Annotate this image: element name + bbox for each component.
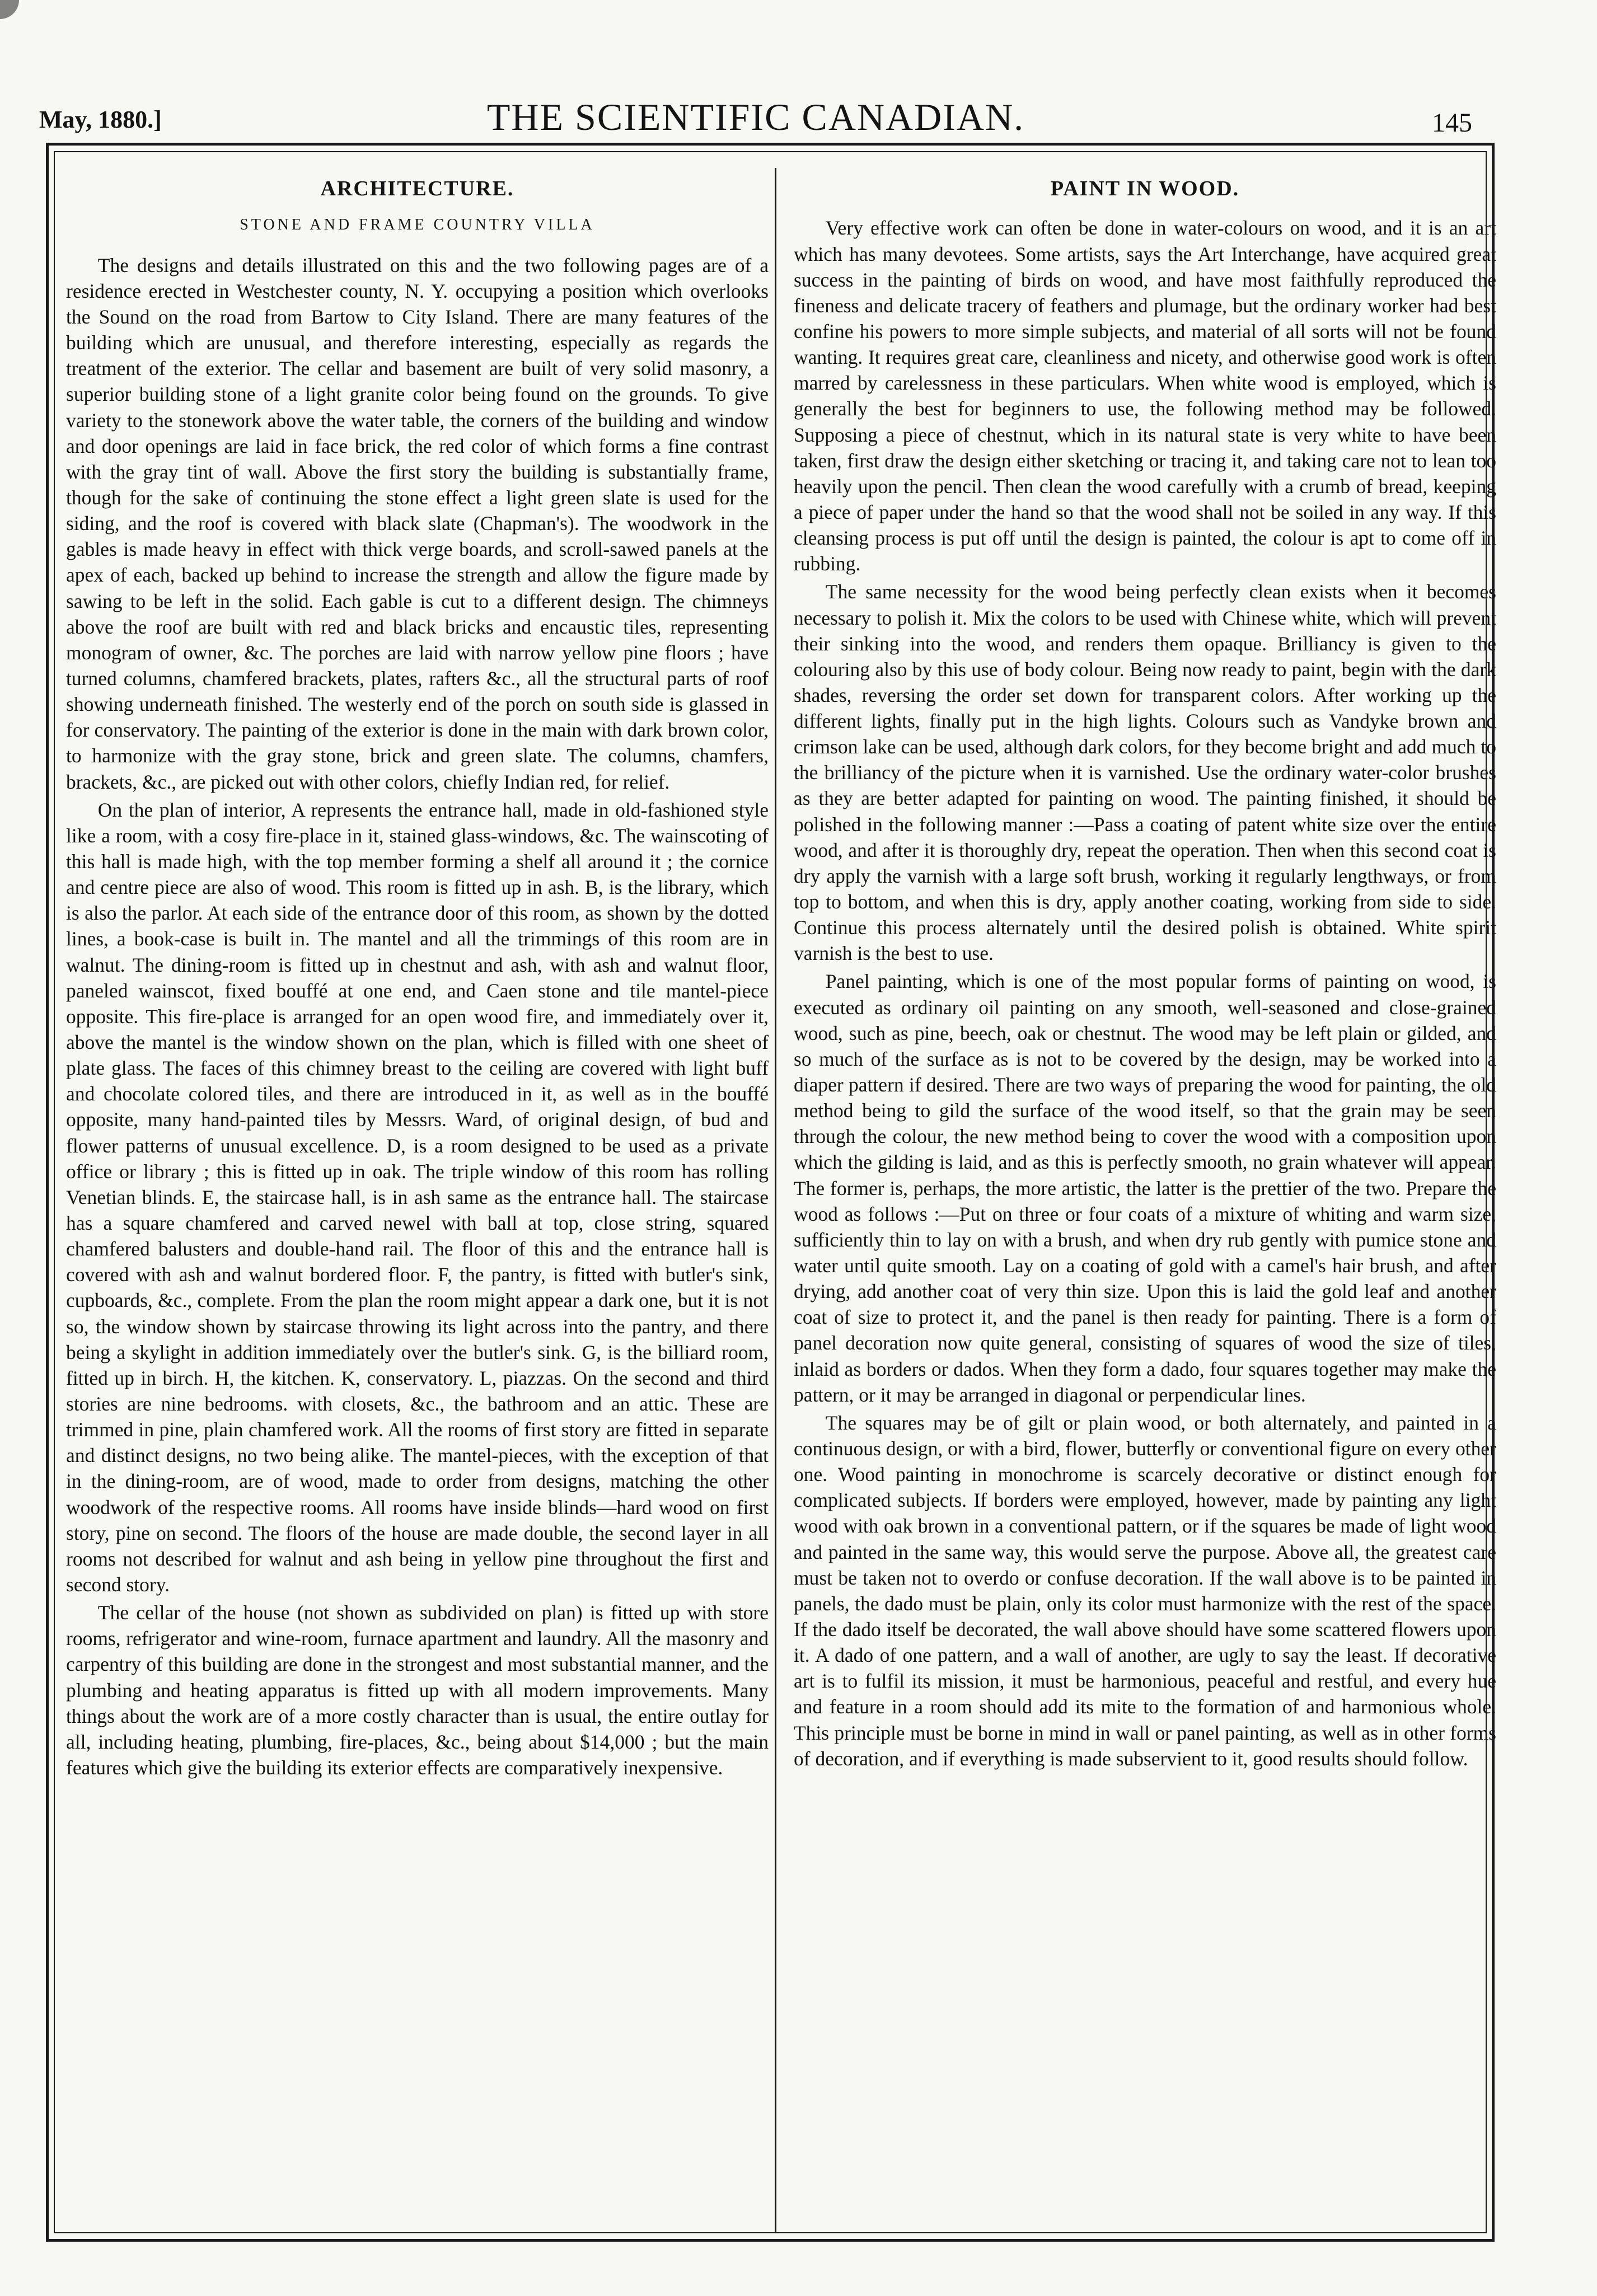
article-paragraph: The cellar of the house (not shown as subdivided on plan) is fitted up with store rooms, refrigerator and wine-room, furnace apartment and laundry. All the masonry and carpentry of this building are done in the strongest and most substantial manner, and the plumbing and heating apparatus is fitted up with all modern improvements. Many things about the work are of a more costly character than is usual, the entire outlay for all, including heating, plumbing, fire-places, &c., being about $14,000 ; but the main features which give the building its exterior effects are comparatively inexpensive.	[66, 1601, 769, 1779]
column-divider	[775, 168, 776, 2233]
article-paragraph: Very effective work can often be done in water-colours on wood, and it is an art which has many devotees. Some artists, says the Art Interchange, have acquired great success in the painting of birds on wood, and have most faithfully reproduced the fineness and delicate tracery of feathers and plumage, but the ordinary worker had best confine his powers to more simple subjects, and material of all sorts will not be found wanting. It requires great care, cleanliness and nicety, and otherwise good work is often marred by carelessness in these particulars. When white wood is employed, which is generally the best for beginners to use, the following method may be followed. Supposing a piece of chestnut, which in its natural state is very white to have been taken, first draw the design either sketching or tracing it, and taking care not to lean too heavily upon the pencil. Then clean the wood carefully with a crumb of bread, keeping a piece of paper under the hand so that the wood shall not be soiled in any way. If this cleansing process is put off until the design is painted, the colour is apt to come off in rubbing.	[794, 217, 1496, 575]
article-paragraph: Panel painting, which is one of the most popular forms of painting on wood, is executed as ordinary oil painting on any smooth, well-seasoned and close-grained wood, such as pine, beech, oak or chestnut. The wood may be left plain or gilded, and so much of the surface as is not to be covered by the design, may be worked into a diaper pattern if desired. There are two ways of preparing the wood for painting, the old method being to gild the surface of the wood itself, so that the grain may be seen through the colour, the new method being to cover the wood with a composition upon which the gilding is laid, and as this is perfectly smooth, no grain whatever will appear. The former is, perhaps, the more artistic, the latter is the prettier of the two. Prepare the wood as follows :—Put on three or four coats of a mixture of whiting and warm size, sufficiently thin to lay on with a brush, and when dry rub gently with pumice stone and water until quite smooth. Lay on a coating of gold with a camel's hair brush, and after drying, add another coat of very thin size. Upon this is laid the gold leaf and another coat of size to protect it, and the panel is then ready for painting. There is a form of panel decoration now quite general, consisting of squares of wood the size of tiles, inlaid as borders or dados. When they form a dado, four squares together may make the pattern, or it may be arranged in diagonal or perpendicular lines.	[794, 970, 1496, 1406]
publication-title: THE SCIENTIFIC CANADIAN.	[486, 96, 1025, 138]
corner-stain	[0, 0, 19, 19]
article-paragraph: The squares may be of gilt or plain wood, or both alternately, and painted in a continuous design, or with a bird, flower, butterfly or conventional figure on every other one. Wood painting in monochrome is scarcely decorative or distinct enough for complicated subjects. If borders were employed, however, made by painting any light wood with oak brown in a conventional pattern, or if the squares be made of light wood and painted in the same way, this would serve the purpose. Above all, the greatest care must be taken not to overdo or confuse decoration. If the wall above is to be painted in panels, the dado must be plain, only its color must harmonize with the rest of the space. If the dado itself be decorated, the wall above should have some scattered flowers upon it. A dado of one pattern, and a wall of another, are ugly to say the least. If decorative art is to fulfil its mission, it must be harmonious, peaceful and restful, and every hue and feature in a room should add its mite to the formation of and harmonious whole. This principle must be borne in mind in wall or panel painting, as well as in other forms of decoration, and if everything is made subservient to it, good results should follow.	[794, 1411, 1496, 1770]
article-paragraph: On the plan of interior, A represents the entrance hall, made in old-fashioned style like a room, with a cosy fire-place in it, stained glass-windows, &c. The wainscoting of this hall is made high, with the top member forming a shelf all around it ; the cornice and centre piece are also of wood. This room is fitted up in ash. B, is the library, which is also the parlor. At each side of the entrance door of this room, as shown by the dotted lines, a book-case is built in. The mantel and all the trimmings of this room are in walnut. The dining-room is fitted up in chestnut and ash, with ash and walnut floor, paneled wainscot, fixed bouffé at one end, and Caen stone and tile mantel-piece opposite. This fire-place is arranged for an open wood fire, and immediately over it, above the mantel is the window shown on the plan, which is filled with one sheet of plate glass. The faces of this chimney breast to the ceiling are covered with light buff and chocolate colored tiles, and there are introduced in it, as well as in the bouffé opposite, many hand-painted tiles by Messrs. Ward, of original design, of bud and flower patterns of unusual excellence. D, is a room designed to be used as a private office or library ; this is fitted up in oak. The triple window of this room has rolling Venetian blinds. E, the staircase hall, is in ash same as the entrance hall. The staircase has a square chamfered and carved newel with ball at top, close string, squared chamfered balusters and double-hand rail. The floor of this and the entrance hall is covered with ash and walnut bordered floor. F, the pantry, is fitted with butler's sink, cupboards, &c., complete. From the plan the room might appear a dark one, but it is not so, the window shown by staircase throwing its light across into the pantry, and there being a skylight in addition immediately over the butler's sink. G, is the billiard room, fitted up in birch. H, the kitchen. K, conservatory. L, piazzas. On the second and third stories are nine bedrooms. with closets, &c., the bathroom and an attic. These are trimmed in pine, plain chamfered work. All the rooms of first story are fitted in separate and distinct designs, no two being alike. The mantel-pieces, with the exception of that in the dining-room, are of wood, made to order from designs, matching the other woodwork of the respective rooms. All rooms have inside blinds—hard wood on first story, pine on second. The floors of the house are made double, the second layer in all rooms not described for walnut and ash being in yellow pine throughout the first and second story.	[66, 798, 769, 1596]
issue-date: May, 1880.]	[39, 106, 162, 133]
article-architecture	[66, 171, 769, 1780]
article-subtitle: STONE AND FRAME COUNTRY VILLA	[240, 216, 595, 234]
article-title: PAINT IN WOOD.	[1050, 177, 1240, 200]
article-paragraph: The same necessity for the wood being perfectly clean exists when it becomes necessary to polish it. Mix the colors to be used with Chinese white, which will prevent their sinking into the wood, and renders them opaque. Brilliancy is given to the colouring also by this use of body colour. Being now ready to paint, begin with the dark shades, reversing the order set down for transparent colors. After working up the different lights, finally put in the high lights. Colours such as Vandyke brown and crimson lake can be used, although dark colors, for they become bright and add much to the brilliancy of the picture when it is varnished. Use the ordinary water-color brushes as they are better adapted for painting on wood. The painting finished, it should be polished in the following manner :—Pass a coating of patent white size over the entire wood, and after it is thoroughly dry, repeat the operation. Then when this second coat is dry apply the varnish with a large soft brush, working it regularly lengthways, or from top to bottom, and when this is dry, apply another coating, working from side to side. Continue this process alternately until the desired polish is obtained. White spirit varnish is the best to use.	[794, 580, 1496, 965]
article-title: ARCHITECTURE.	[320, 177, 514, 200]
article-paint-in-wood	[794, 171, 1496, 1772]
page-number: 145	[1432, 108, 1472, 138]
article-paragraph: The designs and details illustrated on this and the two following pages are of a residence erected in Westchester county, N. Y. occupying a position which overlooks the Sound on the road from Bartow to City Island. There are many features of the building which are unusual, and therefore interesting, especially as regards the treatment of the exterior. The cellar and basement are built of very solid masonry, a superior building stone of a light granite color being found on the grounds. To give variety to the stonework above the water table, the corners of the building and window and door openings are laid in face brick, the red color of which forms a fine contrast with the gray tint of wall. Above the first story the building is substantially frame, though for the sake of continuing the stone effect a light green slate is used for the siding, and the roof is covered with black slate (Chapman's). The woodwork in the gables is made heavy in effect with thick verge boards, and scroll-sawed panels at the apex of each, backed up behind to increase the strength and allow the figure made by sawing to be left in the solid. Each gable is cut to a different design. The chimneys above the roof are built with red and black bricks and encaustic tiles, representing monogram of owner, &c. The porches are laid with narrow yellow pine floors ; have turned columns, chamfered brackets, plates, rafters &c., all the structural parts of roof showing underneath finished. The westerly end of the porch on south side is glassed in for conservatory. The painting of the exterior is done in the main with dark brown color, to harmonize with the gray stone, brick and green slate. The columns, chamfers, brackets, &c., are picked out with other colors, chiefly Indian red, for relief.	[66, 254, 769, 793]
